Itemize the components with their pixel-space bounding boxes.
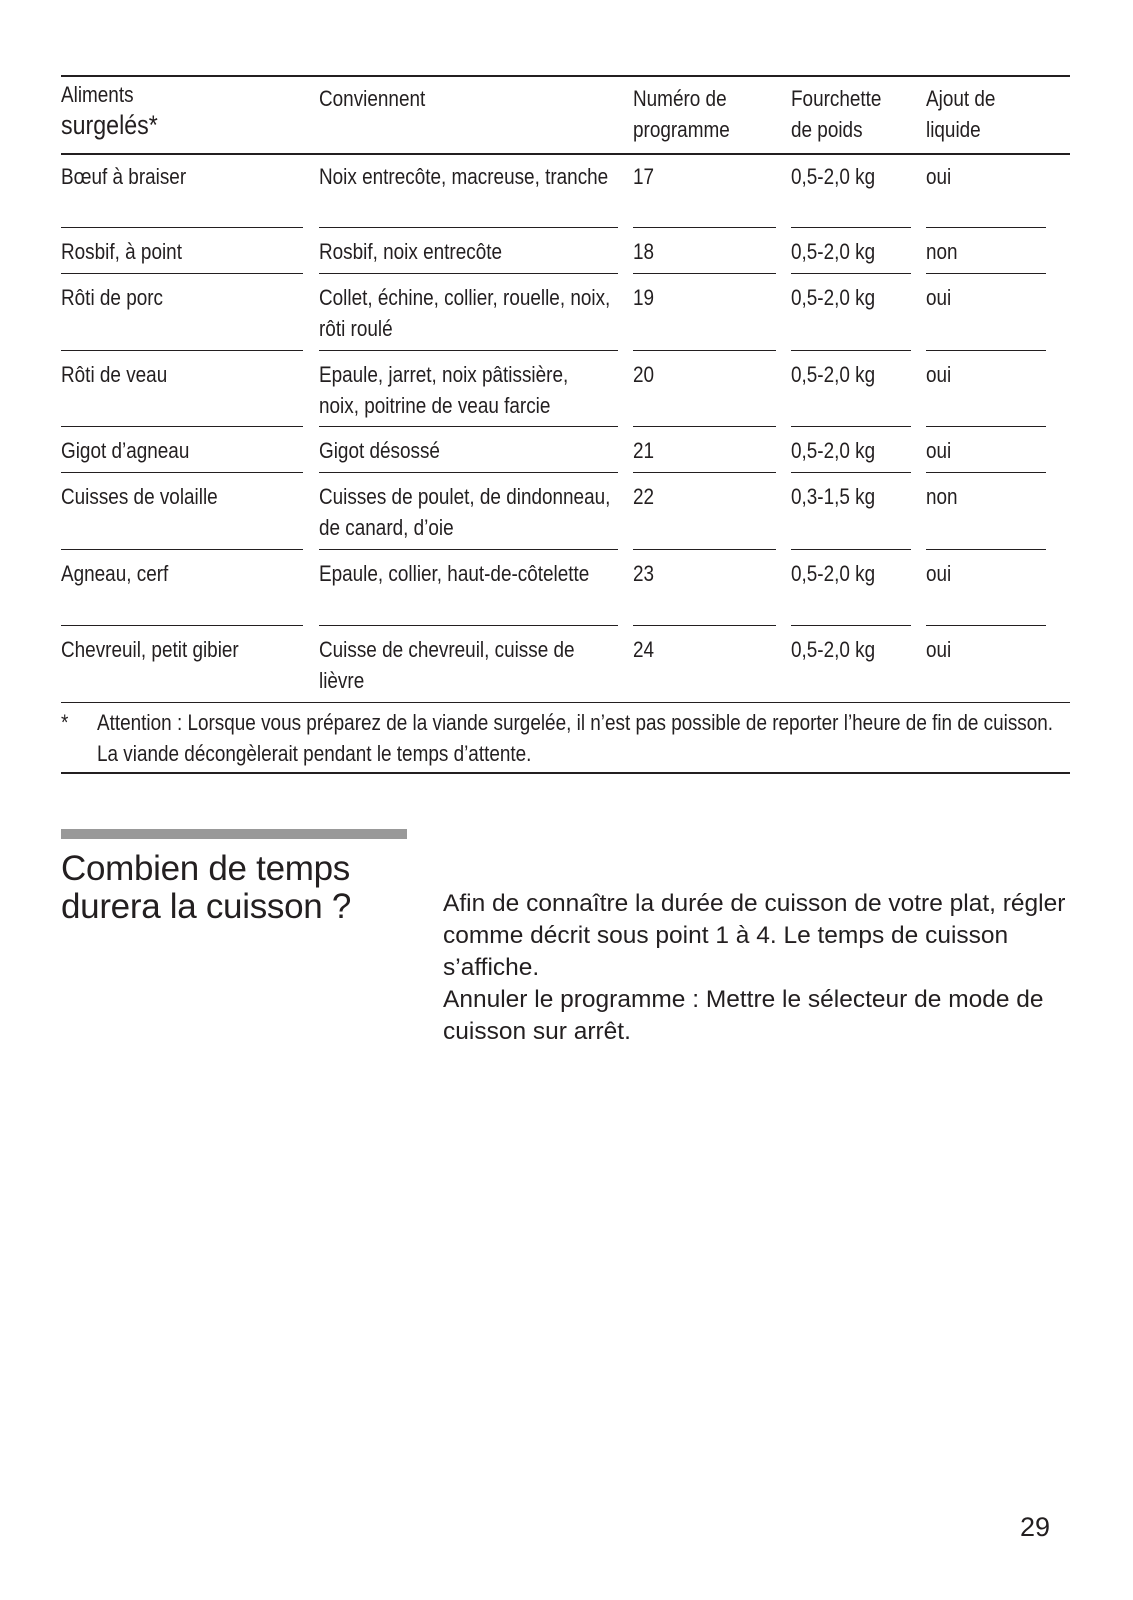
cell-liquide: oui (926, 438, 952, 463)
cell-aliment: Bœuf à braiser (61, 164, 187, 189)
table-row (61, 351, 1070, 427)
header-surgeles: surgelés* (61, 110, 158, 140)
table-top-rule (61, 75, 1070, 77)
header-fourchette-line2: de poids (791, 117, 863, 142)
cell-liquide: oui (926, 561, 952, 586)
cell-liquide: oui (926, 637, 952, 662)
cell-programme: 20 (633, 362, 655, 387)
cell-poids: 0,5-2,0 kg (791, 362, 876, 387)
table-row (61, 473, 1070, 550)
cell-poids: 0,5-2,0 kg (791, 285, 876, 310)
cell-conviennent: Gigot désossé (319, 438, 440, 463)
cell-aliment: Chevreuil, petit gibier (61, 637, 239, 662)
cell-aliment: Agneau, cerf (61, 561, 169, 586)
header-numero-line2: programme (633, 117, 730, 142)
cell-liquide: non (926, 484, 958, 509)
cell-aliment: Gigot d’agneau (61, 438, 190, 463)
cell-programme: 22 (633, 484, 655, 509)
cell-liquide: oui (926, 285, 952, 310)
header-ajout-line1: Ajout de (926, 86, 996, 111)
cell-aliment: Rôti de porc (61, 285, 164, 310)
section-heading: Combien de temps durera la cuisson ? (61, 849, 352, 926)
table-row (61, 550, 1070, 626)
section-accent-bar (61, 829, 407, 839)
cell-liquide: oui (926, 164, 952, 189)
cell-conviennent: Rosbif, noix entrecôte (319, 239, 502, 264)
cell-programme: 17 (633, 164, 655, 189)
header-ajout-line2: liquide (926, 117, 981, 142)
cell-liquide: non (926, 239, 958, 264)
cell-conviennent: Cuisses de poulet, de dindonneau, de canard, d’oie (319, 484, 611, 540)
cell-liquide: oui (926, 362, 952, 387)
table-row (61, 153, 1070, 228)
cell-poids: 0,5-2,0 kg (791, 561, 876, 586)
footnote-rule (61, 702, 1070, 703)
cell-poids: 0,5-2,0 kg (791, 438, 876, 463)
table-row (61, 626, 1070, 702)
header-conviennent: Conviennent (319, 86, 426, 111)
cell-programme: 18 (633, 239, 655, 264)
cell-aliment: Cuisses de volaille (61, 484, 218, 509)
table-bottom-rule (61, 772, 1070, 774)
section-paragraph-1: Afin de connaître la durée de cuisson de votre plat, régler comme décrit sous point 1 à 4. Le temps de cuisson s’affiche. (443, 890, 1066, 981)
cell-poids: 0,5-2,0 kg (791, 239, 876, 264)
header-fourchette-line1: Fourchette (791, 86, 882, 111)
cell-poids: 0,5-2,0 kg (791, 164, 876, 189)
header-aliments: Aliments (61, 82, 134, 107)
cell-aliment: Rôti de veau (61, 362, 168, 387)
cell-conviennent: Noix entrecôte, macreuse, tranche (319, 164, 609, 189)
cell-conviennent: Epaule, jarret, noix pâtissière, noix, poitrine de veau farcie (319, 362, 569, 418)
page-number: 29 (1020, 1512, 1051, 1542)
cell-programme: 24 (633, 637, 655, 662)
header-numero-line1: Numéro de (633, 86, 727, 111)
cell-conviennent: Collet, échine, collier, rouelle, noix, rôti roulé (319, 285, 611, 341)
footnote-asterisk: * (61, 710, 69, 735)
cell-programme: 23 (633, 561, 655, 586)
table-row (61, 274, 1070, 351)
section-paragraph-2: Annuler le programme : Mettre le sélecteur de mode de cuisson sur arrêt. (443, 986, 1044, 1045)
cell-conviennent: Epaule, collier, haut-de-côtelette (319, 561, 590, 586)
cell-conviennent: Cuisse de chevreuil, cuisse de lièvre (319, 637, 575, 693)
cell-poids: 0,5-2,0 kg (791, 637, 876, 662)
section-body (443, 888, 1083, 1048)
table-row (61, 228, 1070, 274)
footnote-text: Attention : Lorsque vous préparez de la viande surgelée, il n’est pas possible de reporter l’heure de fin de cuisson. La viande décongèlerait pendant le temps d’attente. (97, 710, 1054, 766)
cell-poids: 0,3-1,5 kg (791, 484, 876, 509)
cell-aliment: Rosbif, à point (61, 239, 182, 264)
table-row (61, 427, 1070, 473)
cell-programme: 19 (633, 285, 655, 310)
cell-programme: 21 (633, 438, 655, 463)
